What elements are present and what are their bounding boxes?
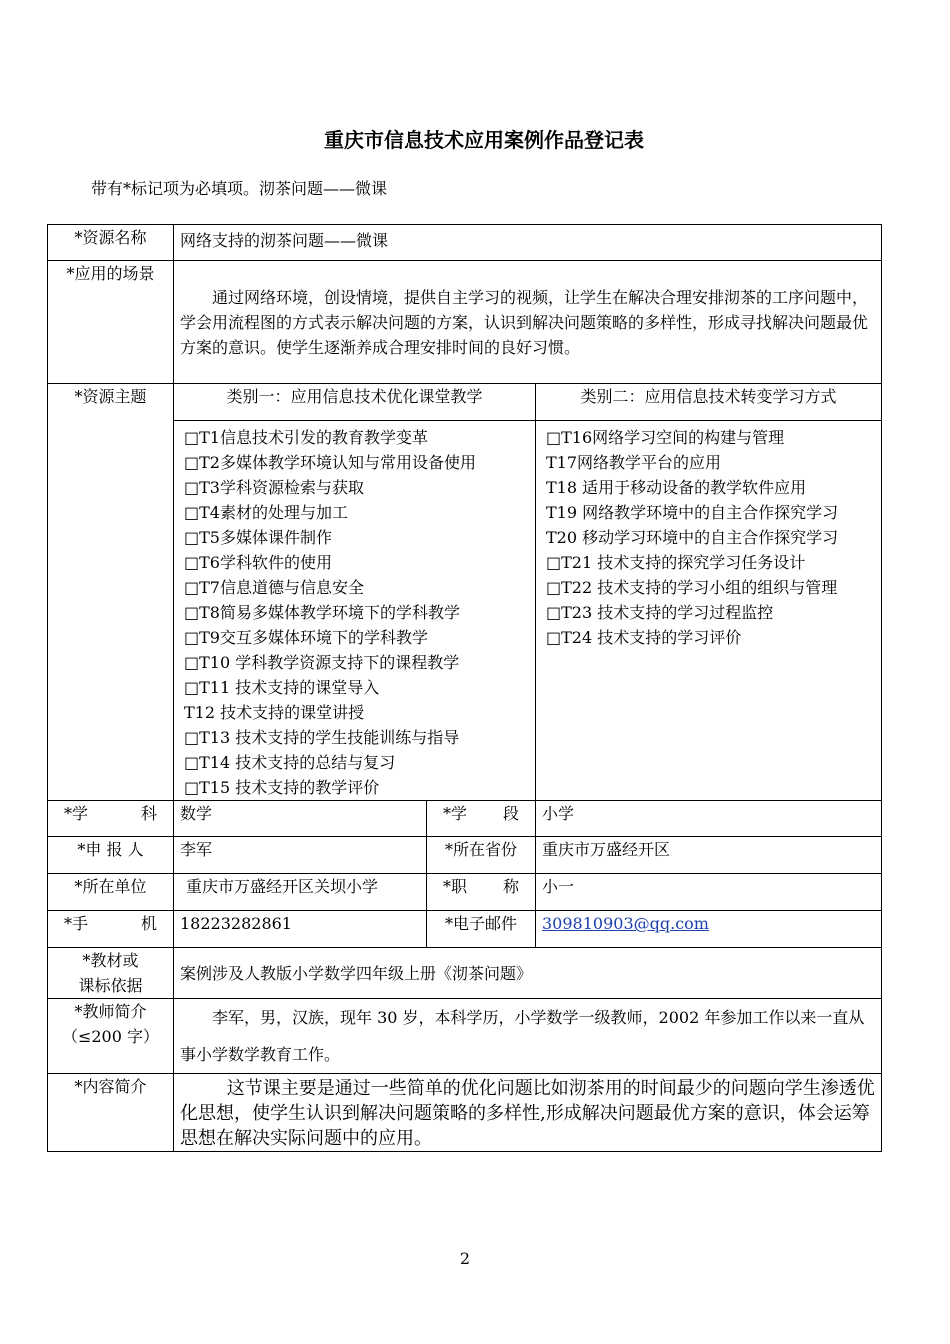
teacher-label-line1: *教师简介 (74, 1002, 147, 1021)
row-phone (48, 911, 882, 948)
subject-label-b: 科 (140, 804, 157, 823)
topic-item: □T23 技术支持的学习过程监控 (546, 603, 774, 622)
row-teacher (48, 999, 882, 1074)
topic-category-1 (174, 384, 536, 801)
email-cell (536, 911, 882, 948)
subject-label-a: *学 (64, 804, 89, 823)
topic-category-2 (536, 384, 882, 801)
stage-value: 小学 (536, 801, 882, 837)
topic-item: □T5多媒体课件制作 (184, 528, 332, 547)
teacher-label (48, 999, 174, 1074)
topic-item: □T16网络学习空间的构建与管理 (546, 428, 785, 447)
row-resource-name (48, 225, 882, 261)
scene-label: *应用的场景 (48, 261, 174, 384)
province-label: *所在省份 (427, 837, 536, 874)
province-value: 重庆市万盛经开区 (536, 837, 882, 874)
category-1-list (174, 421, 535, 800)
subject-value: 数学 (174, 801, 427, 837)
resource-name-label: *资源名称 (48, 225, 174, 261)
topic-item: □T15 技术支持的教学评价 (184, 778, 380, 797)
topic-item: □T9交互多媒体环境下的学科教学 (184, 628, 428, 647)
applicant-label: *申 报 人 (48, 837, 174, 874)
scene-value: 通过网络环境，创设情境，提供自主学习的视频，让学生在解决合理安排沏茶的工序问题中，学会用流程图的方式表示解决问题的方案，认识到解决问题策略的多样性，形成寻找解决问题最优方案的意识。使学生逐渐养成合理安排时间的良好习惯。 (174, 261, 882, 384)
position-label (427, 874, 536, 911)
page-number: 2 (459, 1249, 471, 1268)
row-subject (48, 801, 882, 837)
applicant-value: 李军 (174, 837, 427, 874)
row-applicant (48, 837, 882, 874)
registration-table (47, 224, 882, 1152)
topic-item: □T8简易多媒体教学环境下的学科教学 (184, 603, 460, 622)
resource-name-value: 网络支持的沏茶问题——微课 (174, 225, 882, 261)
content-label: *内容简介 (48, 1074, 174, 1152)
topic-item: □T14 技术支持的总结与复习 (184, 753, 396, 772)
row-unit (48, 874, 882, 911)
unit-label: *所在单位 (48, 874, 174, 911)
category-2-title: 类别二：应用信息技术转变学习方式 (536, 384, 881, 421)
position-label-a: *职 (443, 877, 468, 896)
topic-item: T20 移动学习环境中的自主合作探究学习 (546, 528, 839, 547)
topic-item: □T21 技术支持的探究学习任务设计 (546, 553, 806, 572)
topic-item: □T3学科资源检索与获取 (184, 478, 364, 497)
row-scene (48, 261, 882, 384)
unit-value: 重庆市万盛经开区关坝小学 (174, 874, 427, 911)
position-value: 小一 (536, 874, 882, 911)
position-label-b: 称 (502, 877, 519, 896)
topic-item: □T2多媒体教学环境认知与常用设备使用 (184, 453, 476, 472)
textbook-value: 案例涉及人教版小学数学四年级上册《沏茶问题》 (174, 948, 882, 999)
teacher-value: 李军，男，汉族，现年 30 岁，本科学历，小学数学一级教师，2002 年参加工作以来一直从事小学数学教育工作。 (174, 999, 882, 1074)
topic-item: □T10 学科教学资源支持下的课程教学 (184, 653, 460, 672)
stage-label-b: 段 (502, 804, 519, 823)
category-2-list (536, 421, 881, 650)
teacher-label-line2: （≤200 字） (61, 1027, 160, 1046)
topic-item: T12 技术支持的课堂讲授 (184, 703, 365, 722)
row-topic (48, 384, 882, 801)
textbook-label-line1: *教材或 (82, 951, 139, 970)
required-note: 带有*标记项为必填项。沏茶问题——微课 (91, 179, 388, 198)
phone-label (48, 911, 174, 948)
topic-item: □T6学科软件的使用 (184, 553, 332, 572)
email-label: *电子邮件 (427, 911, 536, 948)
topic-item: T17网络教学平台的应用 (546, 453, 722, 472)
topic-item: □T1信息技术引发的教育教学变革 (184, 428, 428, 447)
category-1-title: 类别一：应用信息技术优化课堂教学 (174, 384, 535, 421)
phone-value: 18223282861 (174, 911, 427, 948)
topic-item: □T4素材的处理与加工 (184, 503, 348, 522)
topic-item: □T11 技术支持的课堂导入 (184, 678, 380, 697)
topic-item: □T24 技术支持的学习评价 (546, 628, 742, 647)
topic-item: □T7信息道德与信息安全 (184, 578, 364, 597)
row-content (48, 1074, 882, 1152)
subject-label (48, 801, 174, 837)
textbook-label (48, 948, 174, 999)
row-textbook (48, 948, 882, 999)
topic-item: □T13 技术支持的学生技能训练与指导 (184, 728, 460, 747)
phone-label-a: *手 (64, 914, 89, 933)
phone-label-b: 机 (140, 914, 157, 933)
content-value: 这节课主要是通过一些简单的优化问题比如沏茶用的时间最少的问题向学生渗透优化思想，使学生认识到解决问题策略的多样性,形成解决问题最优方案的意识，体会运筹思想在解决实际问题中的应用。 (174, 1074, 882, 1152)
topic-label: *资源主题 (48, 384, 174, 801)
topic-item: T18 适用于移动设备的教学软件应用 (546, 478, 807, 497)
page-title: 重庆市信息技术应用案例作品登记表 (324, 128, 644, 152)
topic-item: □T22 技术支持的学习小组的组织与管理 (546, 578, 838, 597)
textbook-label-line2: 课标依据 (78, 976, 143, 995)
topic-item: T19 网络教学环境中的自主合作探究学习 (546, 503, 839, 522)
stage-label-a: *学 (443, 804, 468, 823)
email-link[interactable]: 309810903@qq.com (542, 914, 709, 933)
stage-label (427, 801, 536, 837)
